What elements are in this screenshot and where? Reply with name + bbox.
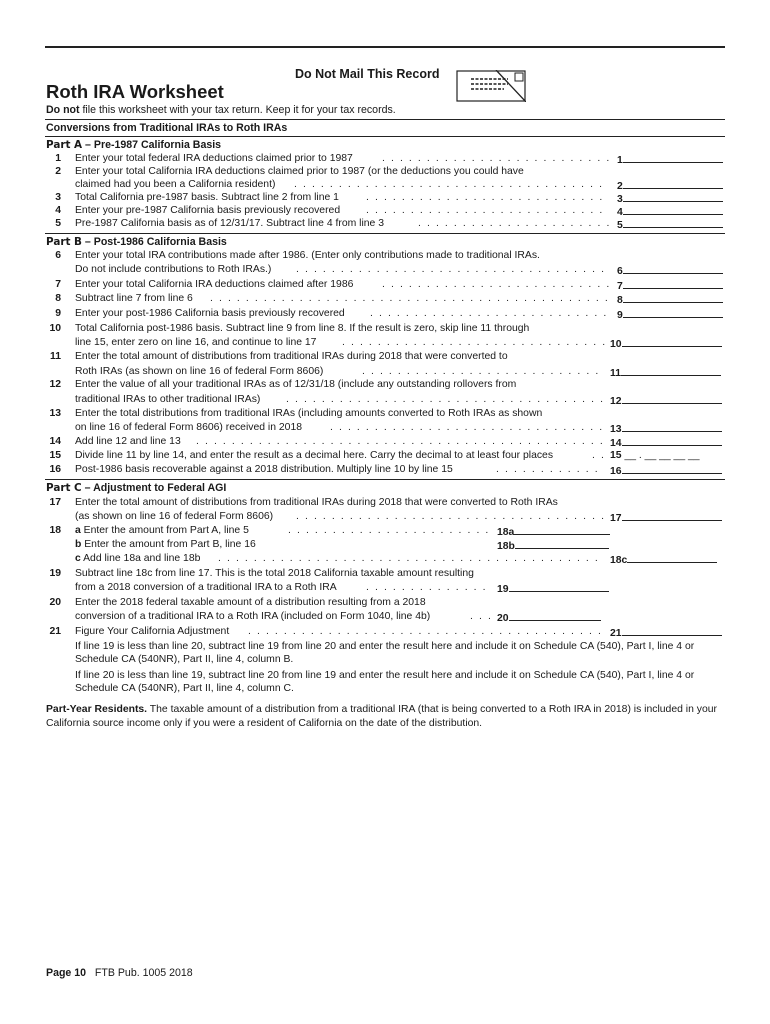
line-11-text: Enter the total amount of distributions from traditional IRAs during 2018 that were converted to bbox=[75, 351, 508, 362]
line-19-leader: . . . . . . . . . . . . . . bbox=[366, 582, 488, 593]
line-19-number: 19 bbox=[49, 568, 61, 579]
line-9-number: 9 bbox=[55, 308, 61, 319]
line-11-text-cont: Roth IRAs (as shown on line 16 of federal Form 8606) bbox=[75, 366, 324, 377]
line-3-input-line[interactable] bbox=[623, 192, 723, 202]
line-16-leader: . . . . . . . . . . . . bbox=[496, 464, 600, 475]
line-13-leader: . . . . . . . . . . . . . . . . . . . . . . . . . . . . . . . bbox=[330, 422, 604, 433]
line-18b-letter: b bbox=[75, 539, 82, 550]
line-7-leader: . . . . . . . . . . . . . . . . . . . . . . . . . . bbox=[382, 279, 611, 290]
line-19-field[interactable] bbox=[497, 582, 609, 595]
line-20-text: Enter the 2018 federal taxable amount of a distribution resulting from a 2018 bbox=[75, 597, 426, 608]
line-17-field[interactable] bbox=[610, 511, 722, 524]
part-c-title: – Adjustment to Federal AGI bbox=[81, 482, 227, 494]
line-20-leader: . . . bbox=[470, 611, 493, 622]
line-4-field[interactable] bbox=[617, 205, 723, 218]
part-year-heading: Part-Year Residents. bbox=[46, 704, 148, 715]
line-8-input-line[interactable] bbox=[623, 293, 723, 303]
line-17-text-cont: (as shown on line 16 of federal Form 8606) bbox=[75, 511, 274, 522]
line-18-number: 18 bbox=[49, 525, 61, 536]
line-18a-leader: . . . . . . . . . . . . . . . . . . . . . . . bbox=[288, 525, 490, 536]
line-5-input-line[interactable] bbox=[623, 218, 723, 228]
part-a-heading bbox=[46, 139, 221, 151]
line-17-field-number: 17 bbox=[610, 513, 622, 524]
line-20-text-cont: conversion of a traditional IRA to a Roth IRA (included on Form 1040, line 4b) bbox=[75, 611, 431, 622]
no-mail-envelope-icon bbox=[456, 70, 526, 102]
line-2-number: 2 bbox=[55, 166, 61, 177]
line-10-field[interactable] bbox=[610, 337, 722, 350]
line-2-field-number: 2 bbox=[617, 181, 623, 192]
line-16-number: 16 bbox=[49, 464, 61, 475]
line-1-leader: . . . . . . . . . . . . . . . . . . . . . . . . . . bbox=[382, 153, 611, 164]
line-3-text: Total California pre-1987 basis. Subtract line 2 from line 1 bbox=[75, 192, 339, 203]
part-b-label: Part B bbox=[46, 236, 82, 248]
line-9-field-number: 9 bbox=[617, 310, 623, 321]
line-7-text: Enter your total California IRA deductions claimed after 1986 bbox=[75, 279, 354, 290]
line-6-number: 6 bbox=[55, 250, 61, 261]
instruction-line bbox=[46, 104, 396, 116]
line-12-leader: . . . . . . . . . . . . . . . . . . . . . . . . . . . . . . . . . . . . bbox=[286, 394, 605, 405]
line-21-number: 21 bbox=[49, 626, 61, 637]
line-18c-leader: . . . . . . . . . . . . . . . . . . . . . . . . . . . . . . . . . . . . . . . . . . . bbox=[218, 553, 600, 564]
line-4-field-number: 4 bbox=[617, 207, 623, 218]
line-3-number: 3 bbox=[55, 192, 61, 203]
part-c-heading bbox=[46, 482, 226, 494]
line-10-input-line[interactable] bbox=[622, 337, 722, 347]
section-rule-top bbox=[45, 119, 725, 120]
line-14-number: 14 bbox=[49, 436, 61, 447]
line-13-input-line[interactable] bbox=[622, 422, 722, 432]
line-4-input-line[interactable] bbox=[623, 205, 723, 215]
line-6-leader: . . . . . . . . . . . . . . . . . . . . . . . . . . . . . . . . . . . bbox=[296, 264, 606, 275]
line-11-field[interactable] bbox=[610, 366, 721, 379]
line-17-text: Enter the total amount of distributions from traditional IRAs during 2018 that were converted to Roth IRAs bbox=[75, 497, 558, 508]
line-18b-label: Enter the amount from Part B, line 16 bbox=[84, 539, 256, 550]
line-13-field[interactable] bbox=[610, 422, 722, 435]
line-6-field-number: 6 bbox=[617, 266, 623, 277]
line-15-text: Divide line 11 by line 14, and enter the result as a decimal here. Carry the decimal to at least four places bbox=[75, 450, 554, 461]
line-10-leader: . . . . . . . . . . . . . . . . . . . . . . . . . . . . . . bbox=[342, 337, 607, 348]
line-16-field[interactable] bbox=[610, 464, 722, 477]
line-2-field[interactable] bbox=[617, 179, 723, 192]
line-10-number: 10 bbox=[49, 323, 61, 334]
line-18a-input-line[interactable] bbox=[514, 525, 610, 535]
line-13-number: 13 bbox=[49, 408, 61, 419]
line-17-number: 17 bbox=[49, 497, 61, 508]
line-6-text-cont: Do not include contributions to Roth IRAs.) bbox=[75, 264, 272, 275]
line-15-field[interactable] bbox=[610, 450, 700, 461]
line-14-text: Add line 12 and line 13 bbox=[75, 436, 181, 447]
line-16-text: Post-1986 basis recoverable against a 2018 distribution. Multiply line 10 by line 15 bbox=[75, 464, 453, 475]
line-9-leader: . . . . . . . . . . . . . . . . . . . . . . . . . . . bbox=[370, 308, 608, 319]
line-18a-text bbox=[75, 525, 249, 536]
part-year-residents-note bbox=[46, 703, 726, 731]
line-19-input-line[interactable] bbox=[509, 582, 609, 592]
line-20-input-line[interactable] bbox=[509, 611, 601, 621]
line-5-leader: . . . . . . . . . . . . . . . . . . . . . . bbox=[418, 218, 611, 229]
line-3-field[interactable] bbox=[617, 192, 723, 205]
line-1-field[interactable] bbox=[617, 153, 723, 166]
line-6-field[interactable] bbox=[617, 264, 723, 277]
line-12-field[interactable] bbox=[610, 394, 722, 407]
line-2-text: Enter your total California IRA deductions claimed prior to 1987 (or the deductions you could have bbox=[75, 166, 524, 177]
do-not-mail-heading: Do Not Mail This Record bbox=[295, 67, 440, 81]
section-title: Conversions from Traditional IRAs to Roth IRAs bbox=[46, 122, 288, 134]
line-10-field-number: 10 bbox=[610, 339, 622, 350]
line-18b-input-line[interactable] bbox=[515, 539, 609, 549]
line-11-field-number: 11 bbox=[610, 368, 621, 379]
line-18b-field-number: 18b bbox=[497, 541, 515, 552]
line-18c-letter: c bbox=[75, 553, 81, 564]
line-4-text: Enter your pre-1987 California basis previously recovered bbox=[75, 205, 341, 216]
line-11-number: 11 bbox=[50, 351, 61, 362]
line-20-number: 20 bbox=[49, 597, 61, 608]
line-7-field-number: 7 bbox=[617, 281, 623, 292]
part-b-divider bbox=[45, 479, 725, 480]
line-8-text: Subtract line 7 from line 6 bbox=[75, 293, 193, 304]
line-14-field-number: 14 bbox=[610, 438, 622, 449]
line-14-field[interactable] bbox=[610, 436, 722, 449]
page-number: Page 10 bbox=[46, 967, 87, 979]
line-1-field-number: 1 bbox=[617, 155, 623, 166]
line-8-leader: . . . . . . . . . . . . . . . . . . . . . . . . . . . . . . . . . . . . . . . . . . . . . bbox=[210, 293, 610, 304]
line-18c-field-number: 18c bbox=[610, 555, 628, 566]
line-18a-label: Enter the amount from Part A, line 5 bbox=[83, 525, 249, 536]
line-13-text-cont: on line 16 of federal Form 8606) received in 2018 bbox=[75, 422, 303, 433]
line-7-number: 7 bbox=[55, 279, 61, 290]
line-8-number: 8 bbox=[55, 293, 61, 304]
line-5-number: 5 bbox=[55, 218, 61, 229]
line-2-text-cont: claimed had you been a California resident) bbox=[75, 179, 276, 190]
line-2-leader: . . . . . . . . . . . . . . . . . . . . . . . . . . . . . . . . . . . bbox=[294, 179, 604, 190]
line-15-field-number: 15 bbox=[610, 450, 622, 461]
line-19-text: Subtract line 18c from line 17. This is the total 2018 California taxable amount resulting bbox=[75, 568, 474, 579]
line-4-leader: . . . . . . . . . . . . . . . . . . . . . . . . . . . bbox=[366, 205, 604, 216]
line-21-text: Figure Your California Adjustment bbox=[75, 626, 230, 637]
line-11-leader: . . . . . . . . . . . . . . . . . . . . . . . . . . . bbox=[362, 366, 600, 377]
line-13-text: Enter the total distributions from traditional IRAs (including amounts converted to Roth IRAs as shown bbox=[75, 408, 543, 419]
line-1-number: 1 bbox=[55, 153, 61, 164]
line-5-field-number: 5 bbox=[617, 220, 623, 231]
line-10-text: Total California post-1986 basis. Subtract line 9 from line 8. If the result is zero, skip line 11 through bbox=[75, 323, 530, 334]
line-18c-text bbox=[75, 553, 200, 564]
line-5-field[interactable] bbox=[617, 218, 723, 231]
line-18c-input-line[interactable] bbox=[627, 553, 717, 563]
line-18b-text bbox=[75, 539, 256, 550]
part-a-label: Part A bbox=[46, 139, 83, 151]
line-21-field[interactable] bbox=[610, 626, 722, 639]
line-1-text: Enter your total federal IRA deductions claimed prior to 1987 bbox=[75, 153, 353, 164]
line-3-field-number: 3 bbox=[617, 194, 623, 205]
line-18a-field-number: 18a bbox=[497, 527, 515, 538]
line-4-number: 4 bbox=[55, 205, 61, 216]
line-8-field-number: 8 bbox=[617, 295, 623, 306]
line-18c-field[interactable] bbox=[610, 553, 717, 566]
line-3-leader: . . . . . . . . . . . . . . . . . . . . . . . . . . . bbox=[366, 192, 604, 203]
line-12-text: Enter the value of all your traditional IRAs as of 12/31/18 (include any outstanding rollovers from bbox=[75, 379, 517, 390]
line-18a-field[interactable] bbox=[497, 525, 610, 538]
line-1-input-line[interactable] bbox=[623, 153, 723, 163]
line-2-input-line[interactable] bbox=[623, 179, 723, 189]
line-14-input-line[interactable] bbox=[622, 436, 722, 446]
line-21-note-greater-than: If line 20 is less than line 19, subtract line 20 from line 19 and enter the result here and include it on Schedule CA (540), Part I, line 4 or Schedule CA (540NR), Part II, line 4, column C. bbox=[75, 670, 695, 695]
part-a-divider bbox=[45, 233, 725, 234]
line-13-field-number: 13 bbox=[610, 424, 622, 435]
line-12-text-cont: traditional IRAs to other traditional IRAs) bbox=[75, 394, 261, 405]
line-20-field-number: 20 bbox=[497, 613, 509, 624]
line-6-text: Enter your total IRA contributions made after 1986. (Enter only contributions made to traditional IRAs. bbox=[75, 250, 540, 261]
line-12-input-line[interactable] bbox=[622, 394, 722, 404]
part-c-label: Part C bbox=[46, 482, 82, 494]
line-21-input-line[interactable] bbox=[622, 626, 722, 636]
line-12-number: 12 bbox=[49, 379, 61, 390]
line-8-field[interactable] bbox=[617, 293, 723, 306]
line-5-text: Pre-1987 California basis as of 12/31/17. Subtract line 4 from line 3 bbox=[75, 218, 385, 229]
page-footer bbox=[46, 967, 193, 979]
lead-text: file this worksheet with your tax return. Keep it for your tax records. bbox=[79, 104, 396, 116]
line-16-field-number: 16 bbox=[610, 466, 622, 477]
line-10-text-cont: line 15, enter zero on line 16, and continue to line 17 bbox=[75, 337, 317, 348]
line-19-text-cont: from a 2018 conversion of a traditional IRA to a Roth IRA bbox=[75, 582, 337, 593]
line-15-number: 15 bbox=[49, 450, 61, 461]
part-b-heading bbox=[46, 236, 227, 248]
line-21-note-less-than: If line 19 is less than line 20, subtract line 19 from line 20 and enter the result here and include it on Schedule CA (540), Part I, line 4 or Schedule CA (540NR), Part II, line 4, column B. bbox=[75, 641, 695, 666]
line-18b-field[interactable] bbox=[497, 539, 609, 552]
line-11-input-line[interactable] bbox=[621, 366, 721, 376]
line-7-field[interactable] bbox=[617, 279, 723, 292]
line-21-leader: . . . . . . . . . . . . . . . . . . . . . . . . . . . . . . . . . . . . . . . . bbox=[248, 626, 603, 637]
part-a-title: – Pre-1987 California Basis bbox=[82, 139, 222, 151]
part-year-text: The taxable amount of a distribution from a traditional IRA (that is being converted to a Roth IRA in 2018) is included in your California source income only if you were a resident of California on the date of the distribution. bbox=[46, 704, 717, 729]
line-18c-label: Add line 18a and line 18b bbox=[83, 553, 201, 564]
section-rule-bottom bbox=[45, 136, 725, 137]
line-17-leader: . . . . . . . . . . . . . . . . . . . . . . . . . . . . . . . . . . . bbox=[296, 511, 606, 522]
line-15-decimal-blank[interactable]: __ . __ __ __ __ bbox=[624, 450, 700, 461]
line-20-field[interactable] bbox=[497, 611, 601, 624]
line-21-field-number: 21 bbox=[610, 628, 622, 639]
line-9-text: Enter your post-1986 California basis previously recovered bbox=[75, 308, 345, 319]
top-rule bbox=[45, 46, 725, 48]
line-9-input-line[interactable] bbox=[623, 308, 723, 318]
part-b-title: – Post-1986 California Basis bbox=[81, 236, 227, 248]
line-14-leader: . . . . . . . . . . . . . . . . . . . . . . . . . . . . . . . . . . . . . . . . . . . . . . bbox=[196, 436, 605, 447]
line-9-field[interactable] bbox=[617, 308, 723, 321]
line-16-input-line[interactable] bbox=[622, 464, 722, 474]
lead-emphasis: Do not bbox=[46, 104, 80, 116]
page-title: Roth IRA Worksheet bbox=[46, 81, 224, 102]
publication-id: FTB Pub. 1005 2018 bbox=[94, 967, 193, 979]
line-12-field-number: 12 bbox=[610, 396, 622, 407]
line-18a-letter: a bbox=[75, 525, 81, 536]
line-7-input-line[interactable] bbox=[623, 279, 723, 289]
line-19-field-number: 19 bbox=[497, 584, 509, 595]
line-17-input-line[interactable] bbox=[622, 511, 722, 521]
line-15-leader: . . bbox=[592, 450, 606, 461]
line-6-input-line[interactable] bbox=[623, 264, 723, 274]
